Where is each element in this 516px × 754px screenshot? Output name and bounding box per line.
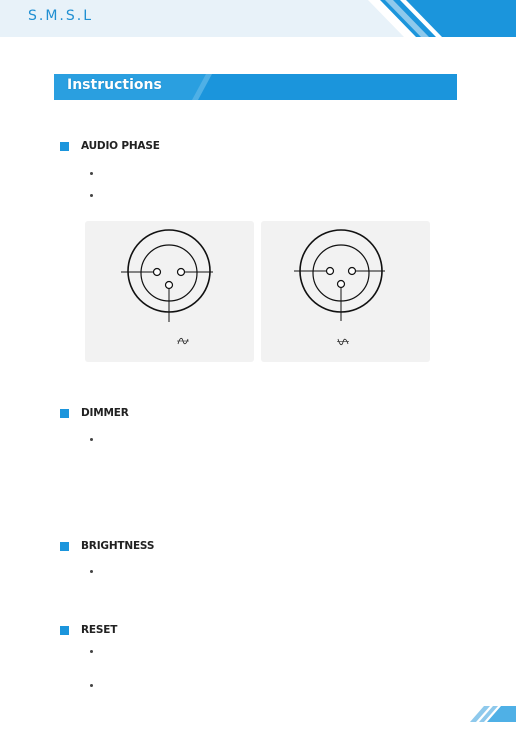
section-marker-icon [60,542,69,551]
section-dimmer [60,406,129,420]
bullet-point [90,570,93,573]
section-reset [60,623,117,637]
section-audio-phase [60,139,160,153]
section-brightness [60,539,154,553]
xlr-diagram-card [85,221,254,362]
section-marker-icon [60,626,69,635]
section-marker-icon [60,409,69,418]
bullet-point [90,650,93,653]
inverted-phase-wave-icon [337,337,349,346]
section-marker-icon [60,142,69,151]
brand-logo: S.M.S.L [28,8,94,24]
footer-stripes-decoration [470,706,516,722]
section-title: AUDIO PHASE [81,140,160,152]
section-title: BRIGHTNESS [81,540,155,552]
bullet-point [90,438,93,441]
xlr-diagram-card [261,221,430,362]
bullet-point [90,194,93,197]
banner-title: Instructions [67,77,162,93]
section-title: RESET [81,624,118,636]
bullet-point [90,684,93,687]
section-title: DIMMER [81,407,129,419]
xlr-connector-diagram [85,221,254,362]
in-phase-wave-icon [177,337,189,346]
bullet-point [90,172,93,175]
header-stripes-decoration [0,0,516,37]
